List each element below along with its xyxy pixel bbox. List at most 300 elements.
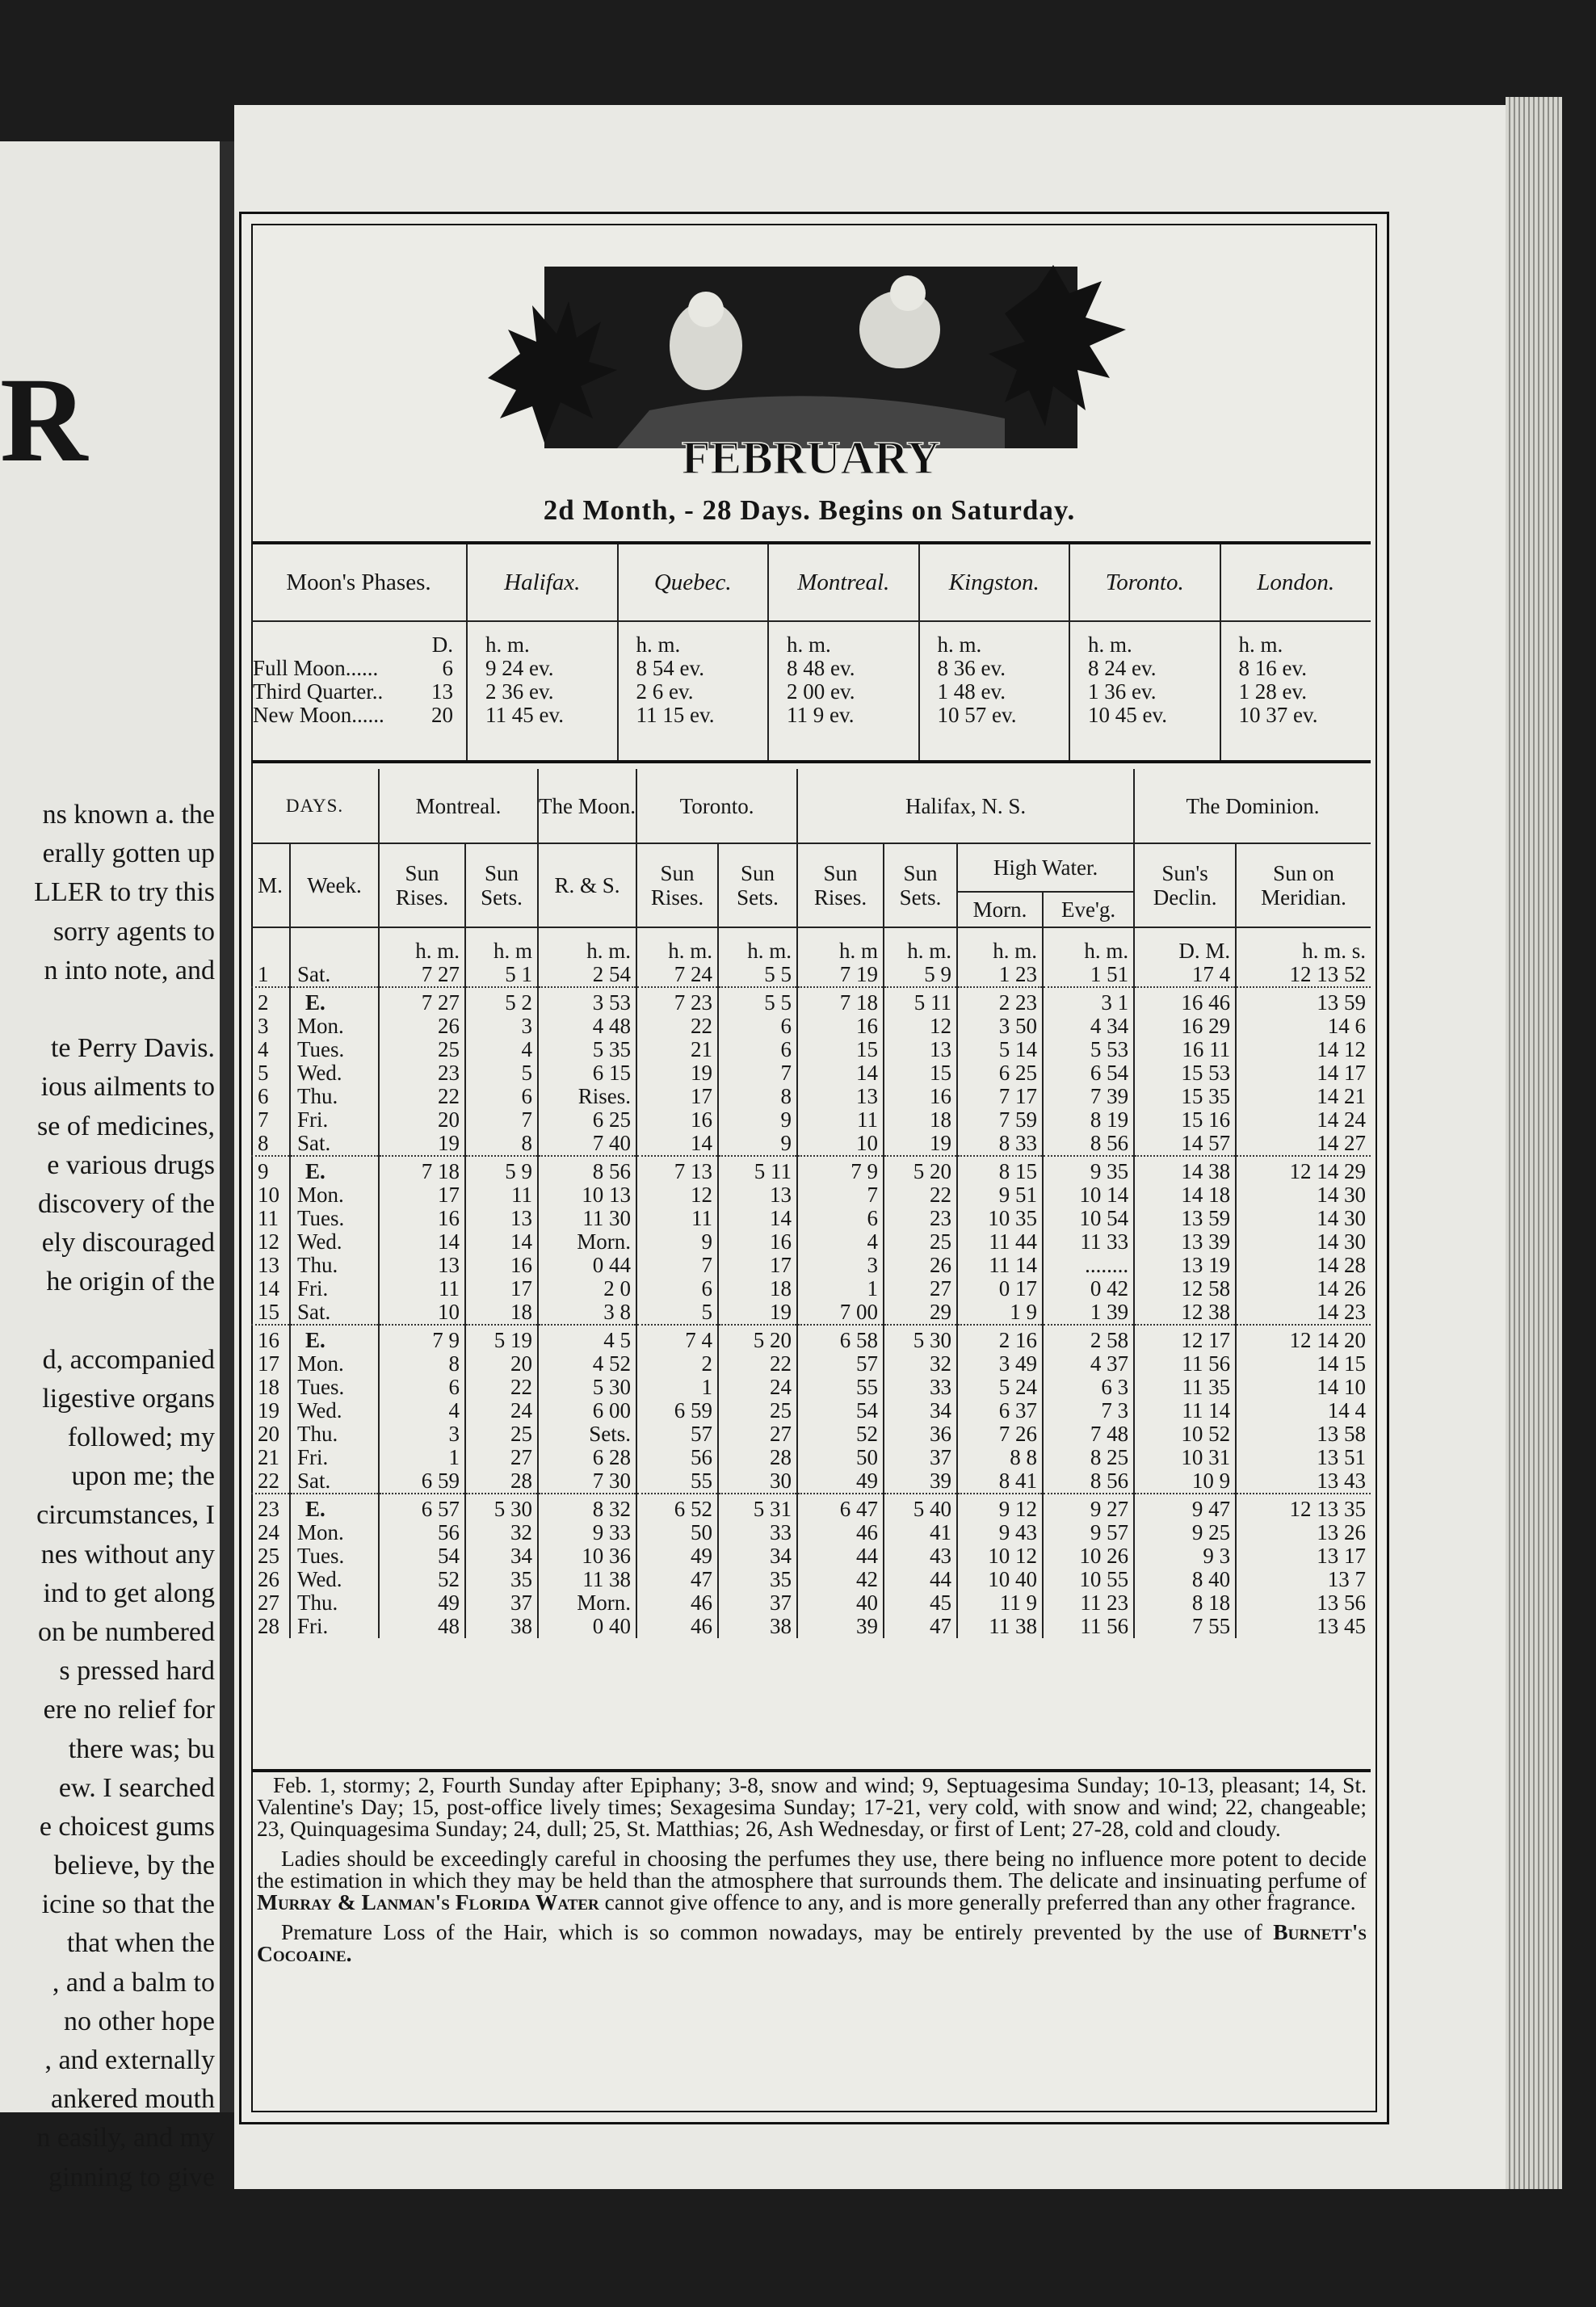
cell-morn: 1 23 — [957, 963, 1043, 987]
cell-m: 22 — [251, 1469, 290, 1494]
cell-ms: 22 — [465, 1376, 538, 1399]
cell-dec: 12 17 — [1134, 1325, 1236, 1352]
cell-m: 17 — [251, 1352, 290, 1376]
cell-ms: 13 — [465, 1207, 538, 1230]
day-row — [251, 1544, 1371, 1568]
sun-meridian-header: Sun on Meridian. — [1236, 843, 1371, 927]
cell-moon: 5 30 — [538, 1376, 636, 1399]
cell-tr: 7 13 — [636, 1156, 718, 1183]
left-page-line: there was; bu — [68, 1733, 215, 1764]
cell-wk: Fri. — [290, 1108, 379, 1132]
cell-moon: Rises. — [538, 1085, 636, 1108]
city-phase-times — [618, 621, 769, 762]
cell-ts: 7 — [718, 1061, 797, 1085]
cell-ts: 8 — [718, 1085, 797, 1108]
cell-dec: 7 55 — [1134, 1615, 1236, 1638]
left-page-line: nes without any — [40, 1539, 215, 1570]
hm-label: h. m. — [636, 632, 681, 657]
cell-morn: 11 44 — [957, 1230, 1043, 1254]
cell-m: 24 — [251, 1521, 290, 1544]
cell-hr: 46 — [797, 1521, 884, 1544]
halifax-sun-sets-header: Sun Sets. — [884, 843, 957, 927]
cell-wk: Wed. — [290, 1230, 379, 1254]
cell-mr: 17 — [379, 1183, 465, 1207]
cell-dec: 15 16 — [1134, 1108, 1236, 1132]
cell-m: 18 — [251, 1376, 290, 1399]
cell-hr: 11 — [797, 1108, 884, 1132]
perfume-text-end: cannot give offence to any, and is more generally preferred than any other fragrance. — [604, 1889, 1356, 1914]
cell-ts: 35 — [718, 1568, 797, 1591]
cell-mer: 14 26 — [1317, 1276, 1366, 1301]
cell-mer: 12 14 29 — [1236, 1156, 1371, 1183]
unit-label: h. m. — [636, 927, 718, 963]
cell-wk: E. — [290, 987, 379, 1015]
cell-moon: 9 33 — [538, 1521, 636, 1544]
cell-tr: 50 — [636, 1521, 718, 1544]
cell-hr: 50 — [797, 1446, 884, 1469]
cell-ts: 5 31 — [718, 1494, 797, 1521]
cell-morn: 6 37 — [957, 1399, 1043, 1422]
cell-mer: 12 13 52 — [1289, 962, 1366, 986]
cell-moon: 2 0 — [538, 1277, 636, 1301]
cell-dec: 9 3 — [1134, 1544, 1236, 1568]
cell-eve: 9 27 — [1043, 1494, 1134, 1521]
cell-mr: 23 — [379, 1061, 465, 1085]
cell-morn: 9 51 — [957, 1183, 1043, 1207]
phase-row — [253, 704, 466, 727]
cell-mr: 56 — [379, 1521, 465, 1544]
left-page-line: ankered mouth — [51, 2084, 215, 2115]
cell-mr: 6 57 — [379, 1494, 465, 1521]
cell-mr: 26 — [379, 1015, 465, 1038]
left-page-line: ligestive organs — [42, 1383, 215, 1414]
cell-tr: 9 — [636, 1230, 718, 1254]
left-page-line: te Perry Davis. — [50, 1033, 215, 1064]
cell-hs: 41 — [884, 1521, 957, 1544]
left-page-line: e various drugs — [47, 1149, 215, 1180]
cell-moon: 8 56 — [538, 1156, 636, 1183]
cell-moon: 7 40 — [538, 1132, 636, 1156]
cell-morn: 8 8 — [957, 1446, 1043, 1469]
weather-notes: Feb. 1, stormy; 2, Fourth Sunday after Epiphany; 3-8, snow and wind; 9, Septuagesima Sunday; 10-13, pleasant; 14, St. Valentine's Day; 15, post-office lively times; Sexagesima Sunday; 17-21, very cold, with snow and wind; 22, changeable; 23, Quinquagesima Sunday; 24, dull; 25, St. Matthias; 26, Ash Wednesday, or first of Lent; 27-28, cold and cloudy. — [257, 1772, 1367, 1841]
city-phase-times — [919, 621, 1070, 762]
cell-wk: Sat. — [290, 1469, 379, 1494]
day-column-header: D. — [431, 632, 453, 657]
cell-m: 12 — [251, 1230, 290, 1254]
eveg-header: Eve'g. — [1043, 892, 1134, 927]
cell-hs: 15 — [884, 1061, 957, 1085]
cell-morn: 2 23 — [957, 987, 1043, 1015]
cell-hr: 40 — [797, 1591, 884, 1615]
left-page-line: s pressed hard — [59, 1656, 215, 1687]
cell-mer: 14 10 — [1317, 1375, 1366, 1399]
cell-eve: 4 37 — [1043, 1352, 1134, 1376]
cell-ts: 27 — [718, 1422, 797, 1446]
cell-mr: 7 27 — [379, 987, 465, 1015]
cell-morn: 3 49 — [957, 1352, 1043, 1376]
day-row — [251, 1469, 1371, 1494]
cell-ms: 37 — [465, 1591, 538, 1615]
cell-hr: 4 — [797, 1230, 884, 1254]
cell-mr: 54 — [379, 1544, 465, 1568]
cell-tr: 17 — [636, 1085, 718, 1108]
cell-moon: Sets. — [538, 1422, 636, 1446]
day-row — [251, 1446, 1371, 1469]
cell-ms: 20 — [465, 1352, 538, 1376]
cell-moon: 4 5 — [538, 1325, 636, 1352]
phase-time: 11 9 ev. — [787, 703, 855, 727]
cell-m: 14 — [251, 1277, 290, 1301]
cell-ts: 24 — [718, 1376, 797, 1399]
cell-m: 27 — [251, 1591, 290, 1615]
day-row — [251, 1061, 1371, 1085]
cell-ms: 4 — [465, 1038, 538, 1061]
cell-moon: 11 30 — [538, 1207, 636, 1230]
cell-mr: 14 — [379, 1230, 465, 1254]
cell-mer: 14 23 — [1317, 1300, 1366, 1324]
halifax-group-header: Halifax, N. S. — [797, 769, 1134, 843]
cell-ms: 32 — [465, 1521, 538, 1544]
cell-moon: 3 8 — [538, 1301, 636, 1325]
city-header: London. — [1220, 543, 1371, 621]
month-title: FEBRUARY — [681, 431, 941, 484]
hm-label: h. m. — [1238, 632, 1283, 657]
day-row — [251, 1591, 1371, 1615]
phase-time: 10 37 ev. — [1238, 703, 1318, 727]
cell-moon: 4 48 — [538, 1015, 636, 1038]
cell-tr: 7 4 — [636, 1325, 718, 1352]
cell-eve: 9 57 — [1043, 1521, 1134, 1544]
cell-ts: 9 — [718, 1132, 797, 1156]
cell-eve: 10 14 — [1043, 1183, 1134, 1207]
left-page-line: circumstances, I — [36, 1500, 215, 1531]
unit-label: h. m. — [1043, 927, 1134, 963]
notes-section — [257, 1774, 1367, 1973]
perfume-advertisement — [257, 1847, 1367, 1913]
cell-m: 3 — [251, 1015, 290, 1038]
cell-ms: 34 — [465, 1544, 538, 1568]
cell-hs: 12 — [884, 1015, 957, 1038]
cell-hr: 7 9 — [797, 1156, 884, 1183]
cell-mr: 52 — [379, 1568, 465, 1591]
cell-m: 9 — [251, 1156, 290, 1183]
cell-tr: 12 — [636, 1183, 718, 1207]
cell-mr: 13 — [379, 1254, 465, 1277]
cell-m: 20 — [251, 1422, 290, 1446]
cell-wk: Thu. — [290, 1254, 379, 1277]
cell-mer: 12 13 35 — [1236, 1494, 1371, 1521]
day-row — [251, 1422, 1371, 1446]
halifax-sun-rises-header: Sun Rises. — [797, 843, 884, 927]
cell-mer: 14 6 — [1327, 1014, 1366, 1038]
daily-table-section — [251, 769, 1371, 1764]
left-page-line: , and externally — [44, 2045, 215, 2075]
cell-eve: 4 34 — [1043, 1015, 1134, 1038]
unit-label: h. m. — [718, 927, 797, 963]
cell-hr: 6 47 — [797, 1494, 884, 1521]
cell-mer: 13 56 — [1317, 1591, 1366, 1615]
day-row — [251, 1301, 1371, 1325]
cell-ms: 25 — [465, 1422, 538, 1446]
left-page-line: ginning to give — [48, 2162, 215, 2192]
m-header: M. — [251, 843, 290, 927]
cell-tr: 49 — [636, 1544, 718, 1568]
cell-hs: 44 — [884, 1568, 957, 1591]
cell-hs: 27 — [884, 1277, 957, 1301]
phase-name: New Moon...... — [253, 703, 384, 727]
cell-wk: E. — [290, 1325, 379, 1352]
cell-hs: 43 — [884, 1544, 957, 1568]
day-row — [251, 1277, 1371, 1301]
cell-morn: 5 14 — [957, 1038, 1043, 1061]
cell-ts: 37 — [718, 1591, 797, 1615]
left-page-line: on be numbered — [37, 1616, 215, 1647]
cell-ts: 18 — [718, 1277, 797, 1301]
hair-text: Premature Loss of the Hair, which is so common nowadays, may be entirely prevented by the use of — [281, 1919, 1262, 1944]
cell-tr: 16 — [636, 1108, 718, 1132]
montreal-group-header: Montreal. — [379, 769, 538, 843]
cell-ms: 17 — [465, 1277, 538, 1301]
month-subtitle: 2d Month, - 28 Days. Begins on Saturday. — [543, 494, 1076, 526]
cell-morn: 7 26 — [957, 1422, 1043, 1446]
cell-dec: 17 4 — [1134, 963, 1236, 987]
left-page-line: ely discouraged — [41, 1228, 215, 1259]
cell-mer: 13 7 — [1327, 1567, 1366, 1591]
cell-hr: 14 — [797, 1061, 884, 1085]
cell-hs: 26 — [884, 1254, 957, 1277]
cell-ts: 5 5 — [718, 987, 797, 1015]
cell-dec: 16 46 — [1134, 987, 1236, 1015]
cell-m: 2 — [251, 987, 290, 1015]
cell-mr: 19 — [379, 1132, 465, 1156]
cell-hr: 15 — [797, 1038, 884, 1061]
cell-m: 11 — [251, 1207, 290, 1230]
city-phase-times — [1069, 621, 1220, 762]
left-page-line: followed; my — [67, 1422, 215, 1452]
cell-m: 10 — [251, 1183, 290, 1207]
moon-phases-table — [251, 541, 1371, 763]
left-page-line: ere no relief for — [43, 1695, 215, 1725]
cell-hr: 52 — [797, 1422, 884, 1446]
cell-eve: 6 54 — [1043, 1061, 1134, 1085]
cell-wk: Thu. — [290, 1085, 379, 1108]
cell-hr: 1 — [797, 1277, 884, 1301]
cell-tr: 6 52 — [636, 1494, 718, 1521]
phase-time: 8 24 ev. — [1088, 656, 1157, 680]
cell-hs: 32 — [884, 1352, 957, 1376]
cell-ms: 24 — [465, 1399, 538, 1422]
cell-wk: Mon. — [290, 1521, 379, 1544]
cell-wk: Tues. — [290, 1038, 379, 1061]
cell-hs: 5 11 — [884, 987, 957, 1015]
cell-hr: 54 — [797, 1399, 884, 1422]
book-gutter — [220, 141, 234, 2112]
cell-ms: 6 — [465, 1085, 538, 1108]
cell-morn: 2 16 — [957, 1325, 1043, 1352]
unit-label: h. m — [797, 927, 884, 963]
cell-morn: 3 50 — [957, 1015, 1043, 1038]
suns-declin-header: Sun's Declin. — [1134, 843, 1236, 927]
hm-label: h. m. — [937, 632, 982, 657]
phase-time: 2 00 ev. — [787, 679, 855, 704]
cell-wk: Thu. — [290, 1422, 379, 1446]
cell-m: 21 — [251, 1446, 290, 1469]
cell-m: 19 — [251, 1399, 290, 1422]
cell-ms: 5 1 — [465, 963, 538, 987]
cell-eve: 9 35 — [1043, 1156, 1134, 1183]
cell-ms: 16 — [465, 1254, 538, 1277]
phase-row — [253, 657, 466, 680]
unit-label: D. M. — [1134, 927, 1236, 963]
cell-ms: 5 30 — [465, 1494, 538, 1521]
cell-hr: 44 — [797, 1544, 884, 1568]
cell-m: 7 — [251, 1108, 290, 1132]
cell-mr: 8 — [379, 1352, 465, 1376]
hm-label: h. m. — [1088, 632, 1132, 657]
cell-mr: 7 27 — [379, 963, 465, 987]
cell-ms: 5 19 — [465, 1325, 538, 1352]
cell-eve: 7 3 — [1043, 1399, 1134, 1422]
cell-hs: 29 — [884, 1301, 957, 1325]
february-header-illustration — [488, 257, 1134, 484]
left-page-line: LLER to try this — [34, 877, 215, 908]
cell-tr: 11 — [636, 1207, 718, 1230]
cell-ms: 38 — [465, 1615, 538, 1638]
cell-hr: 57 — [797, 1352, 884, 1376]
cell-dec: 11 14 — [1134, 1399, 1236, 1422]
cell-morn: 6 25 — [957, 1061, 1043, 1085]
cell-mr: 22 — [379, 1085, 465, 1108]
cell-m: 4 — [251, 1038, 290, 1061]
cell-mr: 16 — [379, 1207, 465, 1230]
cell-tr: 6 59 — [636, 1399, 718, 1422]
cell-ts: 5 5 — [718, 963, 797, 987]
cell-mer: 14 28 — [1317, 1253, 1366, 1277]
phase-time: 10 57 ev. — [937, 703, 1017, 727]
left-page-line: , and a balm to — [52, 1967, 215, 1998]
cell-eve: 7 48 — [1043, 1422, 1134, 1446]
cell-ts: 33 — [718, 1521, 797, 1544]
toronto-sun-sets-header: Sun Sets. — [718, 843, 797, 927]
cell-eve: 8 56 — [1043, 1132, 1134, 1156]
cell-hr: 6 58 — [797, 1325, 884, 1352]
perfume-text: Ladies should be exceedingly careful in choosing the perfumes they use, there being no influence more potent to decide the estimation in which they may be held than the atmosphere that surrounds them. The delicate and insinuating perfume of — [257, 1846, 1367, 1893]
cell-mer: 13 58 — [1317, 1422, 1366, 1446]
left-page-line: he origin of the — [46, 1267, 215, 1297]
cell-mer: 13 59 — [1236, 987, 1371, 1015]
cell-ts: 5 20 — [718, 1325, 797, 1352]
cell-hr: 55 — [797, 1376, 884, 1399]
cell-wk: E. — [290, 1494, 379, 1521]
cell-dec: 14 57 — [1134, 1132, 1236, 1156]
cell-dec: 11 35 — [1134, 1376, 1236, 1399]
day-row — [251, 1085, 1371, 1108]
cell-wk: Tues. — [290, 1207, 379, 1230]
cell-morn: 8 33 — [957, 1132, 1043, 1156]
cell-tr: 7 23 — [636, 987, 718, 1015]
cell-mer: 14 21 — [1317, 1084, 1366, 1108]
toronto-sun-rises-header: Sun Rises. — [636, 843, 718, 927]
left-page-line: no other hope — [64, 2006, 215, 2036]
cell-tr: 5 — [636, 1301, 718, 1325]
day-row — [251, 1015, 1371, 1038]
cell-ts: 6 — [718, 1038, 797, 1061]
left-page-line: n easily, and my — [36, 2123, 215, 2154]
cell-mer: 13 43 — [1317, 1469, 1366, 1493]
cell-mer: 13 45 — [1317, 1614, 1366, 1638]
cell-hs: 5 9 — [884, 963, 957, 987]
perfume-brand: Murray & Lanman's Florida Water — [257, 1889, 599, 1914]
left-page-line: se of medicines, — [37, 1111, 215, 1141]
cell-dec: 13 59 — [1134, 1207, 1236, 1230]
cell-mer: 13 51 — [1317, 1445, 1366, 1469]
cell-morn: 1 9 — [957, 1301, 1043, 1325]
cell-ts: 34 — [718, 1544, 797, 1568]
cell-tr: 7 24 — [636, 963, 718, 987]
phase-time: 8 48 ev. — [787, 656, 855, 680]
cell-eve: 8 25 — [1043, 1446, 1134, 1469]
left-page-line: ns known a. the — [42, 800, 215, 830]
cell-ts: 17 — [718, 1254, 797, 1277]
unit-label: h. m. — [884, 927, 957, 963]
cell-m: 5 — [251, 1061, 290, 1085]
cell-ts: 13 — [718, 1183, 797, 1207]
cell-moon: 2 54 — [538, 963, 636, 987]
left-page-line: ind to get along — [43, 1578, 215, 1608]
cell-dec: 8 40 — [1134, 1568, 1236, 1591]
unit-label: h. m. s. — [1302, 939, 1366, 963]
cell-eve: 7 39 — [1043, 1085, 1134, 1108]
cell-hr: 7 — [797, 1183, 884, 1207]
cell-moon: 10 36 — [538, 1544, 636, 1568]
cell-dec: 11 56 — [1134, 1352, 1236, 1376]
cell-morn: 9 43 — [957, 1521, 1043, 1544]
cell-moon: 6 28 — [538, 1446, 636, 1469]
cell-tr: 22 — [636, 1015, 718, 1038]
left-page-line: that when the — [66, 1928, 215, 1959]
day-row — [251, 1207, 1371, 1230]
cell-moon: 6 25 — [538, 1108, 636, 1132]
cell-tr: 14 — [636, 1132, 718, 1156]
cell-wk: Fri. — [290, 1277, 379, 1301]
cell-moon: 0 44 — [538, 1254, 636, 1277]
cell-tr: 2 — [636, 1352, 718, 1376]
cell-hs: 16 — [884, 1085, 957, 1108]
left-page-line: ew. I searched — [58, 1772, 215, 1803]
cell-eve: 5 53 — [1043, 1038, 1134, 1061]
cell-mer: 13 26 — [1317, 1520, 1366, 1544]
cell-morn: 9 12 — [957, 1494, 1043, 1521]
cell-mr: 6 59 — [379, 1469, 465, 1494]
day-row — [251, 1399, 1371, 1422]
city-phase-times — [467, 621, 618, 762]
cell-moon: 3 53 — [538, 987, 636, 1015]
cell-eve: 0 42 — [1043, 1277, 1134, 1301]
phase-time: 10 45 ev. — [1088, 703, 1167, 727]
left-page — [0, 141, 220, 2192]
cell-eve: 8 56 — [1043, 1469, 1134, 1494]
cell-mer: 14 27 — [1317, 1131, 1366, 1155]
cell-ts: 25 — [718, 1399, 797, 1422]
cell-mr: 4 — [379, 1399, 465, 1422]
cell-hr: 49 — [797, 1469, 884, 1494]
cell-eve: 10 54 — [1043, 1207, 1134, 1230]
phase-time: 1 48 ev. — [937, 679, 1006, 704]
toronto-group-header: Toronto. — [636, 769, 797, 843]
cell-mer: 14 17 — [1317, 1061, 1366, 1085]
city-phase-times — [1220, 621, 1371, 762]
cell-hs: 25 — [884, 1230, 957, 1254]
